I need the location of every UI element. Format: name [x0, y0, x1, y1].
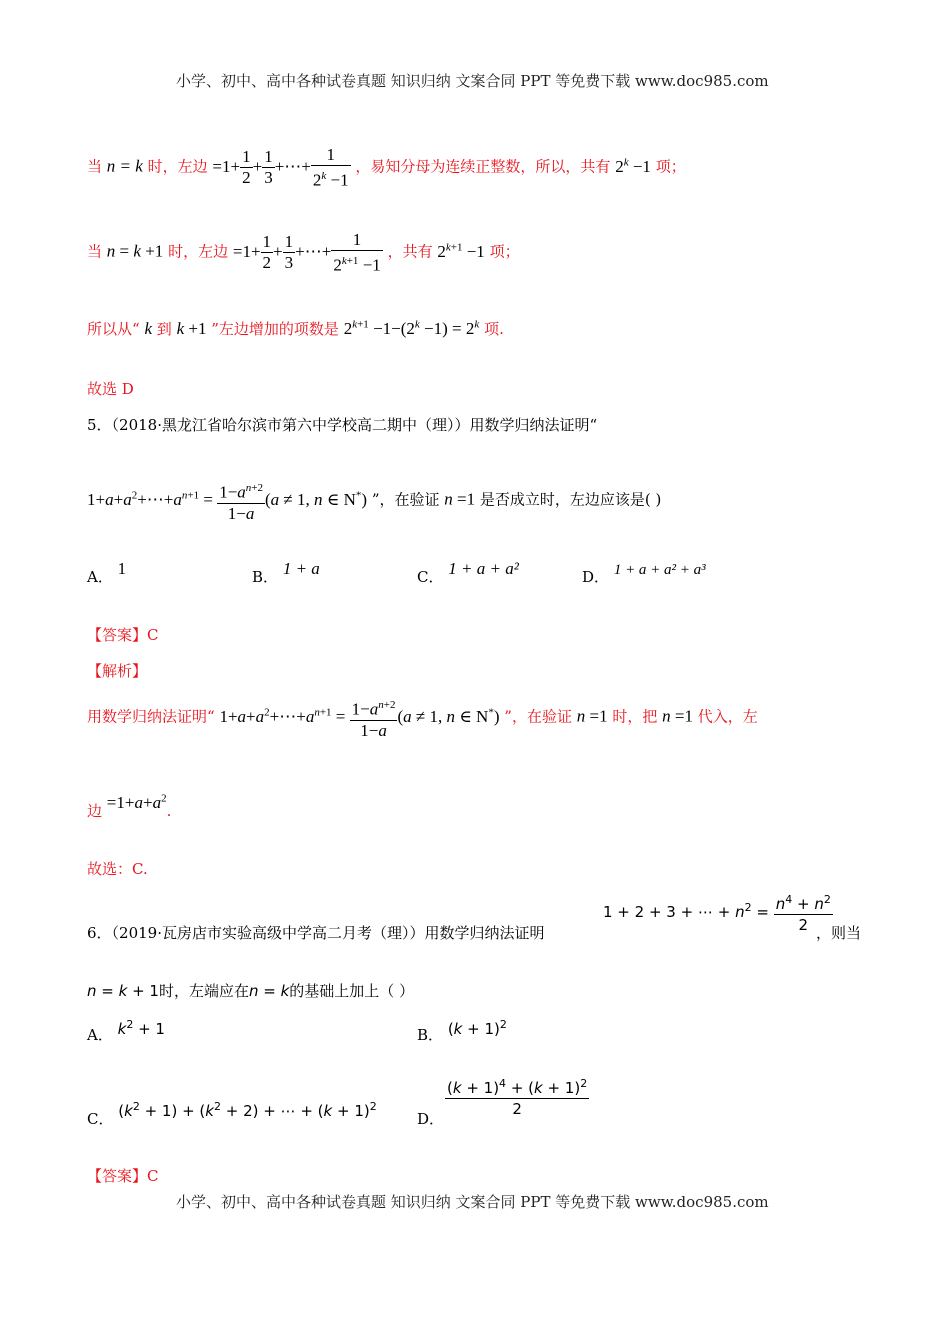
solution-line-2: 当 n = k +1 时，左边 =1+ $\frac{1}{2}$ + $\frac{1}{3}$ +⋯+ $\frac{1}{2^{k+1} -1}$ ，共有 $2^{k+1} -1$ 项； — [87, 230, 520, 275]
q6-option-d-formula: $\frac{(k + 1)^4 + (k + 1)^2}{2}$ — [447, 1077, 588, 1118]
q5-conclusion: 故选：C. — [87, 860, 148, 878]
math-q5-formula: $1+a+a^2+\cdots+a^{n+1}$ = $\frac{1-a^{n+2}}{1-a}$ (a ≠ 1, n ∈ N*) — [87, 482, 368, 523]
q6-option-c[interactable]: C． $(k^2 + 1) + (k^2 + 2)$ + ⋯ + $(k + 1)^2$ — [87, 1100, 377, 1128]
q5-analysis-line-2: 边 $=1+a+a^2$. — [87, 792, 172, 820]
q6-answer-tag: 【答案】C — [87, 1167, 159, 1185]
q5-option-b[interactable]: B． 1 + a — [252, 559, 320, 586]
math-n-eq-k: n = k — [106, 156, 143, 176]
question-6-line-2: n = k + 1时，左端应在n = k的基础上加上（ ） — [87, 982, 415, 1000]
q5-analysis-line-1: 用数学归纳法证明“ $1+a+a^2+\cdots+a^{n+1}$ = $\frac{1-a^{n+2}}{1-a}$ (a ≠ 1, n ∈ N*) ”，在验证 n =1 时，把 n =1 代入，左 — [87, 699, 758, 740]
math-q6-formula: 1 + 2 + 3 + ⋯ + $n^2$ = $\frac{n^4 + n^2}{2}$ — [603, 893, 831, 934]
math-increase: $2^{k+1} -1-(2^k -1) = 2^k$ — [343, 318, 480, 338]
question-5-stem: 5．（2018·黑龙江省哈尔滨市第六中学校高二期中（理））用数学归纳法证明“ — [87, 416, 598, 434]
q6-option-d[interactable]: D． — [417, 1110, 445, 1128]
q6-option-a[interactable]: A． $k^2 + 1$ — [87, 1018, 165, 1044]
q5-analysis-tag: 【解析】 — [87, 662, 148, 680]
question-6-stem-end: ，则当 — [816, 924, 862, 942]
question-6-stem: 6．（2019·瓦房店市实验高级中学高二月考（理））用数学归纳法证明 — [87, 924, 545, 942]
q5-option-d[interactable]: D． 1 + a + a² + a³ — [582, 562, 706, 586]
q5-option-c[interactable]: C． 1 + a + a² — [417, 559, 519, 586]
question-5-formula-line: $1+a+a^2+\cdots+a^{n+1}$ = $\frac{1-a^{n+2}}{1-a}$ (a ≠ 1, n ∈ N*) ”，在验证 n =1 是否成立时，左边应该是( ) — [87, 482, 662, 523]
math-count-k: $2^k -1$ — [615, 156, 651, 176]
solution-line-3: 所以从“ k 到 k +1 ”左边增加的项数是 $2^{k+1} -1-(2^k -1) = 2^k$ 项. — [87, 318, 504, 338]
math-sum-k1: =1+ $\frac{1}{2}$ + $\frac{1}{3}$ +⋯+ $\frac{1}{2^{k+1} -1}$ — [232, 230, 381, 275]
math-sum-k: =1+ $\frac{1}{2}$ + $\frac{1}{3}$ +⋯+ $\frac{1}{2^k -1}$ — [212, 145, 349, 190]
q5-option-a[interactable]: A． 1 — [87, 559, 127, 586]
q6-option-b[interactable]: B． $(k + 1)^2$ — [417, 1018, 507, 1044]
solution-line-1: 当 n = k 时，左边 =1+ $\frac{1}{2}$ + $\frac{1}{3}$ +⋯+ $\frac{1}{2^k -1}$ ，易知分母为连续正整数，所以，共有 $2^k -1$ 项； — [87, 145, 686, 190]
math-count-k1: $2^{k+1} -1$ — [437, 241, 485, 261]
q5-answer-tag: 【答案】C — [87, 626, 159, 644]
page-header: 小学、初中、高中各种试卷真题 知识归纳 文案合同 PPT 等免费下载 www.doc985.com — [176, 72, 769, 90]
math-n-eq-k1: n = k +1 — [106, 241, 164, 261]
page-footer: 小学、初中、高中各种试卷真题 知识归纳 文案合同 PPT 等免费下载 www.doc985.com — [176, 1193, 769, 1211]
conclusion-4: 故选 D — [87, 380, 134, 398]
